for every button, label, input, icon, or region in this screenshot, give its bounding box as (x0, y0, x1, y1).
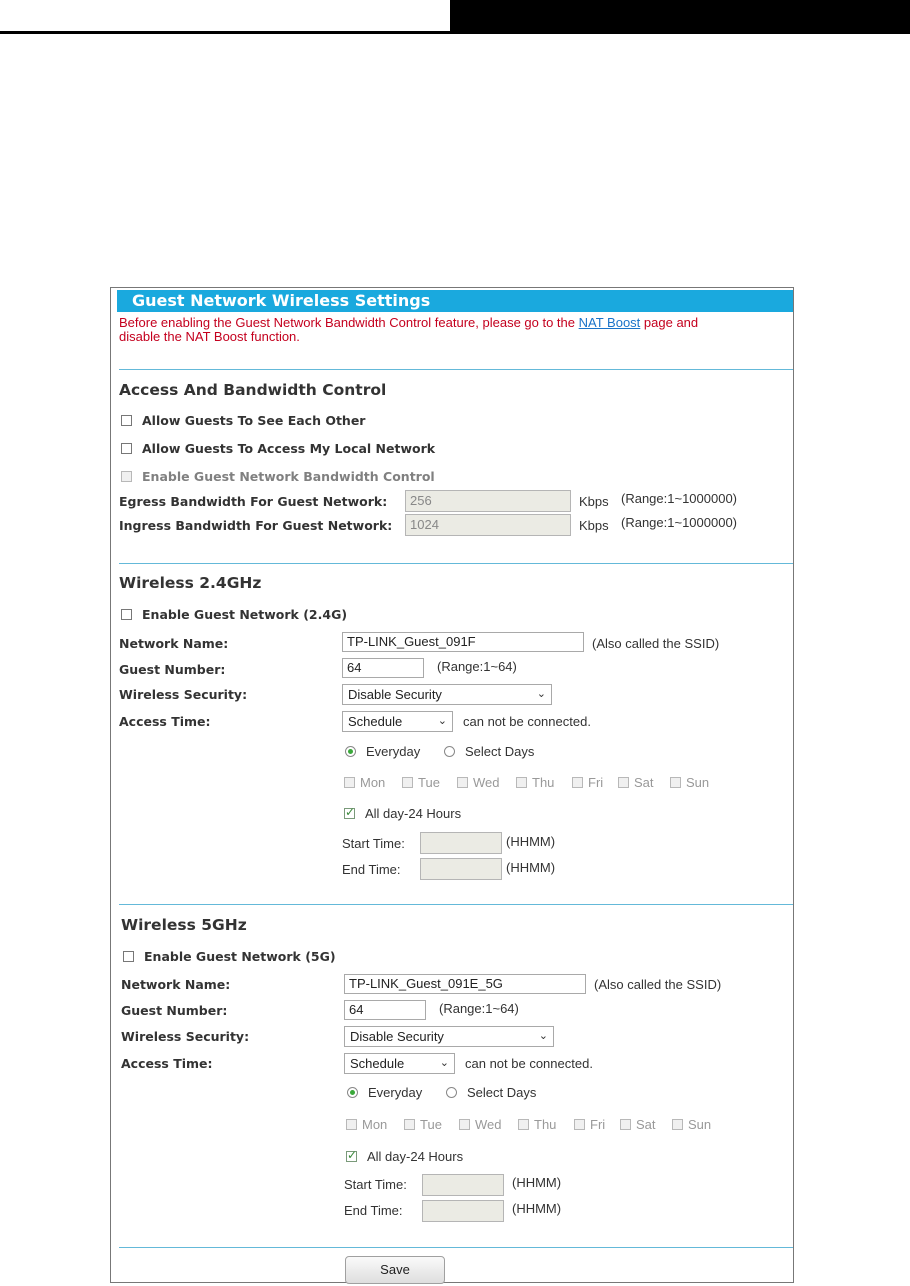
header-bar (450, 0, 910, 34)
section-heading-access: Access And Bandwidth Control (119, 381, 387, 399)
day-checkbox-sat-24g[interactable] (618, 777, 629, 788)
day-checkbox-fri-5g[interactable] (574, 1119, 585, 1130)
bandwidth-warning (119, 316, 779, 344)
separator (119, 1247, 793, 1248)
start-time-label-5g: Start Time: (344, 1177, 407, 1192)
end-hhmm-5g: (HHMM) (512, 1201, 562, 1216)
ingress-unit: Kbps (579, 518, 609, 533)
select-days-radio-24g[interactable] (444, 746, 455, 757)
panel-title: Guest Network Wireless Settings (117, 290, 793, 312)
enable-5g-checkbox[interactable] (123, 951, 134, 962)
allday-label-24g: All day-24 Hours (365, 806, 462, 821)
start-hhmm-24g: (HHMM) (506, 834, 556, 849)
day-checkbox-fri-24g[interactable] (572, 777, 583, 788)
warning-text-after: page and (643, 315, 699, 330)
security-label-24g: Wireless Security: (119, 687, 248, 702)
enable-24g-checkbox[interactable] (121, 609, 132, 620)
separator (119, 369, 793, 370)
enable-24g-label: Enable Guest Network (2.4G) (142, 607, 348, 622)
local-network-label: Allow Guests To Access My Local Network (142, 441, 436, 456)
section-heading-24g: Wireless 2.4GHz (119, 574, 262, 592)
day-label-24g: Fri (588, 775, 604, 790)
see-each-other-checkbox[interactable] (121, 415, 132, 426)
day-checkbox-sun-24g[interactable] (670, 777, 681, 788)
day-checkbox-thu-5g[interactable] (518, 1119, 529, 1130)
guest-range-24g: (Range:1~64) (437, 659, 517, 674)
day-label-5g: Sat (636, 1117, 656, 1132)
day-checkbox-mon-5g[interactable] (346, 1119, 357, 1130)
start-time-input-24g[interactable] (420, 832, 502, 854)
start-time-input-5g[interactable] (422, 1174, 504, 1196)
header-rule (0, 31, 450, 34)
select-days-label-5g: Select Days (467, 1085, 537, 1100)
day-label-5g: Fri (590, 1117, 606, 1132)
enable-5g-label: Enable Guest Network (5G) (144, 949, 336, 964)
network-name-input-5g[interactable]: TP-LINK_Guest_091E_5G (344, 974, 586, 994)
day-checkbox-wed-24g[interactable] (457, 777, 468, 788)
bandwidth-control-label: Enable Guest Network Bandwidth Control (142, 469, 435, 484)
day-checkbox-sun-5g[interactable] (672, 1119, 683, 1130)
day-checkbox-thu-24g[interactable] (516, 777, 527, 788)
day-label-5g: Thu (534, 1117, 557, 1132)
guest-number-input-5g[interactable]: 64 (344, 1000, 426, 1020)
ingress-input[interactable]: 1024 (405, 514, 571, 536)
access-time-label-24g: Access Time: (119, 714, 211, 729)
separator (119, 563, 793, 564)
access-time-note-24g: can not be connected. (463, 714, 591, 729)
access-time-value-5g: Schedule (350, 1056, 405, 1071)
end-time-label-24g: End Time: (342, 862, 401, 877)
day-label-5g: Sun (688, 1117, 712, 1132)
ingress-range: (Range:1~1000000) (621, 515, 738, 530)
guest-number-input-24g[interactable]: 64 (342, 658, 424, 678)
end-time-input-5g[interactable] (422, 1200, 504, 1222)
everyday-radio-24g[interactable] (345, 746, 356, 757)
access-time-value-24g: Schedule (348, 714, 403, 729)
end-time-label-5g: End Time: (344, 1203, 403, 1218)
access-time-label-5g: Access Time: (121, 1056, 213, 1071)
chevron-down-icon: ⌄ (538, 1030, 548, 1042)
ssid-note-5g: (Also called the SSID) (594, 977, 722, 992)
ingress-label: Ingress Bandwidth For Guest Network: (119, 518, 393, 533)
warning-text: Before enabling the Guest Network Bandwidth Control feature, please go to the (119, 315, 576, 330)
warning-text-line2: disable the NAT Boost function. (119, 329, 300, 344)
end-time-input-24g[interactable] (420, 858, 502, 880)
guest-range-5g: (Range:1~64) (439, 1001, 519, 1016)
day-label-24g: Tue (418, 775, 440, 790)
save-button[interactable]: Save (345, 1256, 445, 1284)
day-label-24g: Sun (686, 775, 710, 790)
egress-input[interactable]: 256 (405, 490, 571, 512)
egress-label: Egress Bandwidth For Guest Network: (119, 494, 388, 509)
day-checkbox-tue-24g[interactable] (402, 777, 413, 788)
end-hhmm-24g: (HHMM) (506, 860, 556, 875)
everyday-label-5g: Everyday (368, 1085, 423, 1100)
allday-checkbox-24g[interactable] (344, 808, 355, 819)
day-label-5g: Wed (475, 1117, 502, 1132)
day-label-24g: Mon (360, 775, 386, 790)
network-name-label-5g: Network Name: (121, 977, 231, 992)
security-select-value-24g: Disable Security (348, 687, 442, 702)
security-select-5g[interactable] (344, 1026, 554, 1047)
chevron-down-icon: ⌄ (439, 1057, 449, 1069)
everyday-radio-5g[interactable] (347, 1087, 358, 1098)
chevron-down-icon: ⌄ (437, 715, 447, 727)
day-checkbox-tue-5g[interactable] (404, 1119, 415, 1130)
access-time-select-24g[interactable] (342, 711, 453, 732)
chevron-down-icon: ⌄ (536, 688, 546, 700)
nat-boost-link[interactable]: NAT Boost (578, 315, 641, 330)
allday-label-5g: All day-24 Hours (367, 1149, 464, 1164)
network-name-label-24g: Network Name: (119, 636, 229, 651)
start-time-label-24g: Start Time: (342, 836, 405, 851)
everyday-label-24g: Everyday (366, 744, 421, 759)
network-name-input-24g[interactable]: TP-LINK_Guest_091F (342, 632, 584, 652)
access-time-select-5g[interactable] (344, 1053, 455, 1074)
day-checkbox-mon-24g[interactable] (344, 777, 355, 788)
guest-number-label-24g: Guest Number: (119, 662, 226, 677)
day-label-24g: Thu (532, 775, 555, 790)
day-label-5g: Tue (420, 1117, 442, 1132)
security-select-24g[interactable] (342, 684, 552, 705)
ssid-note-24g: (Also called the SSID) (592, 636, 720, 651)
day-label-24g: Wed (473, 775, 500, 790)
select-days-label-24g: Select Days (465, 744, 535, 759)
section-heading-5g: Wireless 5GHz (121, 916, 247, 934)
day-checkbox-wed-5g[interactable] (459, 1119, 470, 1130)
day-label-5g: Mon (362, 1117, 388, 1132)
start-hhmm-5g: (HHMM) (512, 1175, 562, 1190)
select-days-radio-5g[interactable] (446, 1087, 457, 1098)
bandwidth-control-checkbox[interactable] (121, 471, 132, 482)
separator (119, 904, 793, 905)
security-label-5g: Wireless Security: (121, 1029, 250, 1044)
access-time-note-5g: can not be connected. (465, 1056, 593, 1071)
egress-range: (Range:1~1000000) (621, 491, 738, 506)
local-network-checkbox[interactable] (121, 443, 132, 454)
see-each-other-label: Allow Guests To See Each Other (142, 413, 366, 428)
day-checkbox-sat-5g[interactable] (620, 1119, 631, 1130)
security-select-value-5g: Disable Security (350, 1029, 444, 1044)
day-label-24g: Sat (634, 775, 654, 790)
egress-unit: Kbps (579, 494, 609, 509)
guest-number-label-5g: Guest Number: (121, 1003, 228, 1018)
allday-checkbox-5g[interactable] (346, 1151, 357, 1162)
